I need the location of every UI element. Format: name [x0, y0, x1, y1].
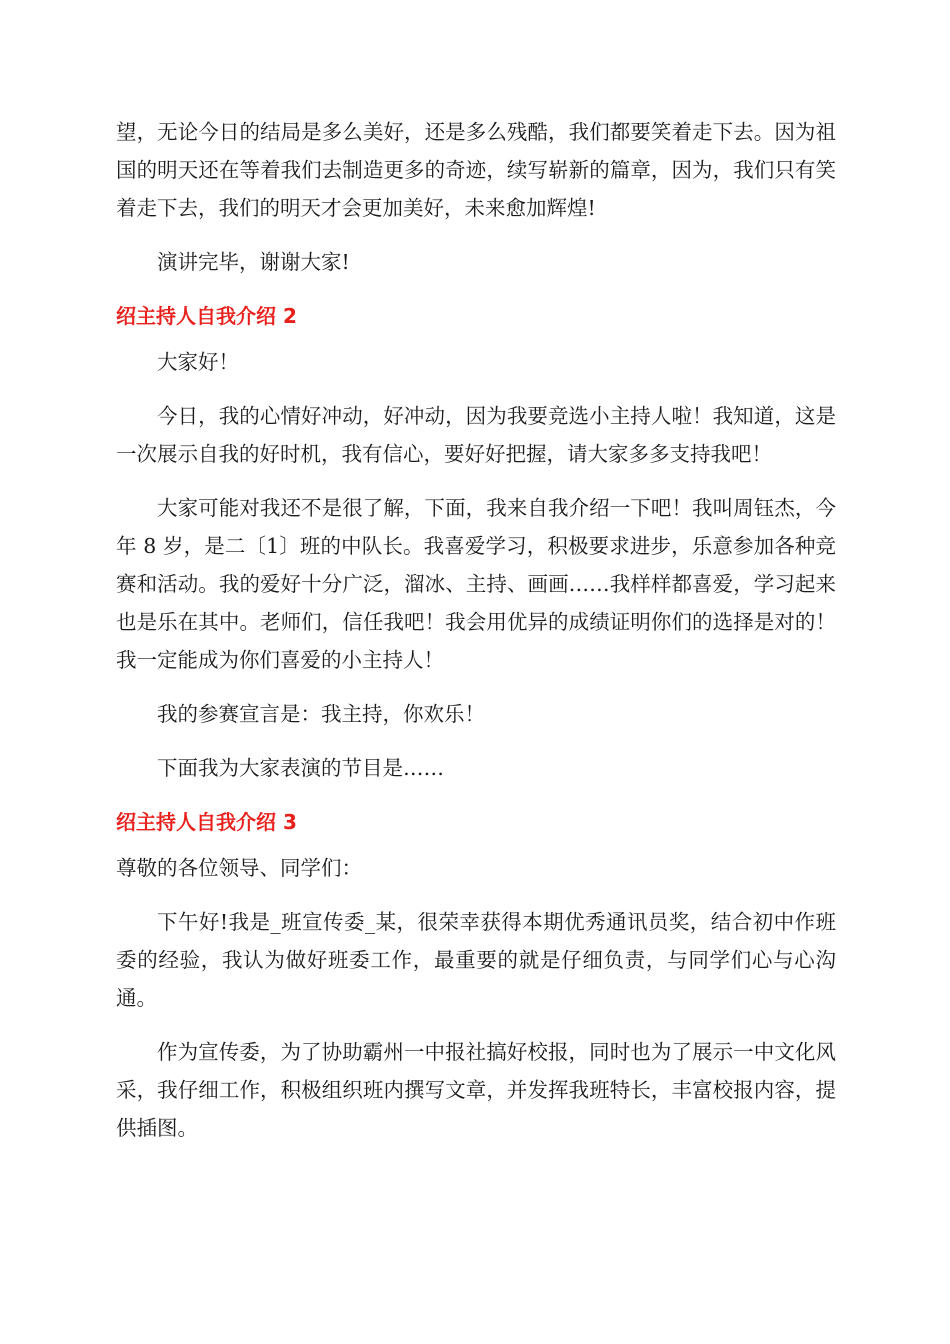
document-body: [116, 113, 836, 1163]
paragraph: 尊敬的各位领导、同学们：: [116, 856, 362, 880]
paragraph: 演讲完毕，谢谢大家!: [157, 250, 350, 274]
paragraph: 作为宣传委，为了协助霸州一中报社搞好校报，同时也为了展示一中文化风采，我仔细工作，积极组织班内撰写文章，并发挥我班特长，丰富校报内容，提供插图。: [116, 1040, 836, 1140]
section-heading: 绍主持人自我介绍 3: [116, 810, 297, 834]
section-heading: 绍主持人自我介绍 2: [116, 304, 297, 328]
paragraph: 望，无论今日的结局是多么美好，还是多么残酷，我们都要笑着走下去。因为祖国的明天还在等着我们去制造更多的奇迹，续写崭新的篇章，因为，我们只有笑着走下去，我们的明天才会更加美好，未来愈加辉煌!: [116, 120, 836, 220]
paragraph: 下午好!我是_班宣传委_某，很荣幸获得本期优秀通讯员奖，结合初中作班委的经验，我认为做好班委工作，最重要的就是仔细负责，与同学们心与心沟通。: [116, 910, 836, 1010]
paragraph: 大家好！: [157, 350, 239, 374]
paragraph: 我的参赛宣言是：我主持，你欢乐！: [157, 702, 485, 726]
paragraph: 大家可能对我还不是很了解，下面，我来自我介绍一下吧！我叫周钰杰，今年 8 岁，是二〔1〕班的中队长。我喜爱学习，积极要求进步，乐意参加各种竞赛和活动。我的爱好十分广泛，溜冰、主持、画画……我样样都喜爱，学习起来也是乐在其中。老师们，信任我吧！我会用优异的成绩证明你们的选择是对的！我一定能成为你们喜爱的小主持人！: [116, 496, 836, 672]
paragraph: 今日，我的心情好冲动，好冲动，因为我要竞选小主持人啦！我知道，这是一次展示自我的好时机，我有信心，要好好把握，请大家多多支持我吧！: [116, 404, 836, 466]
paragraph: 下面我为大家表演的节目是……: [157, 756, 444, 780]
